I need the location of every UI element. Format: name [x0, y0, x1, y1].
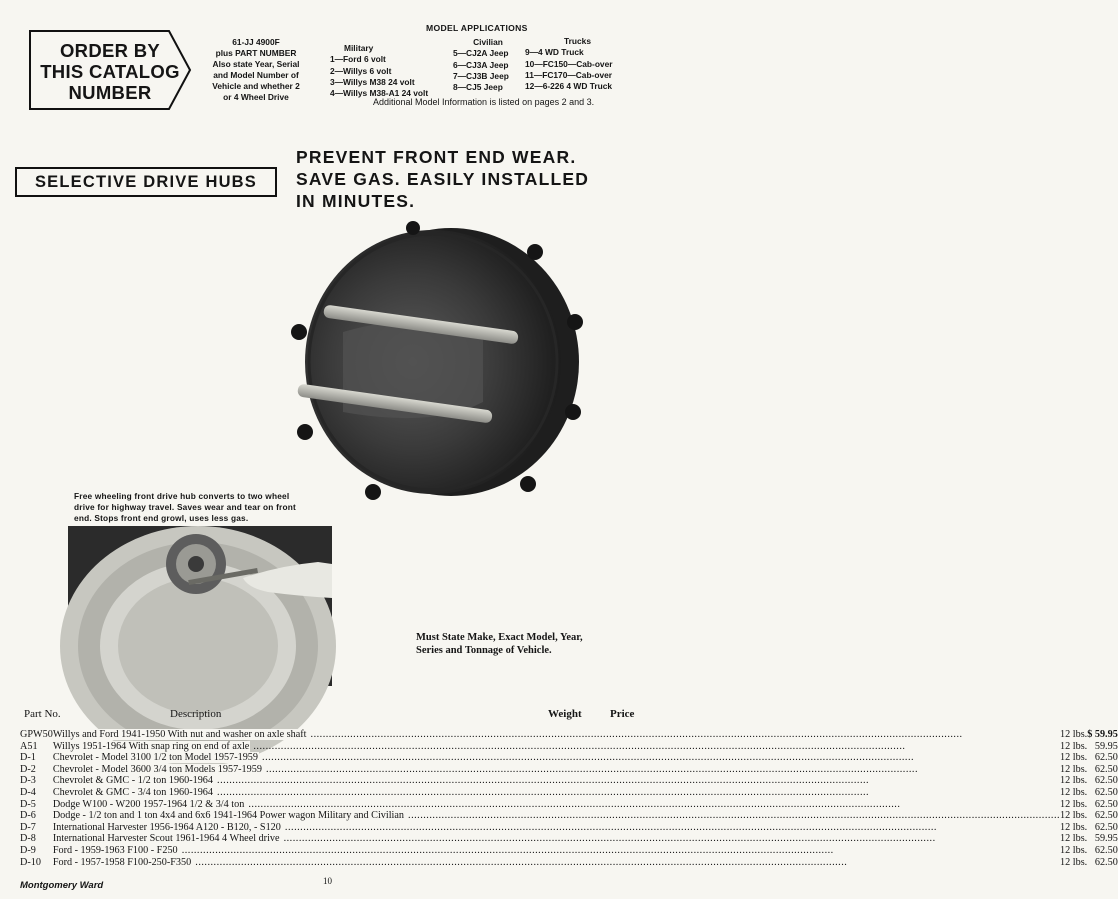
trucks-column: [525, 36, 630, 92]
part-number: D-1: [20, 752, 36, 764]
part-info-line: and Model Number of: [213, 70, 299, 80]
part-info-line: Vehicle and whether 2: [212, 81, 300, 91]
part-price: 62.50: [1094, 775, 1118, 787]
part-number: D-2: [20, 763, 36, 775]
table-row: [20, 752, 1118, 764]
table-row: [20, 729, 1118, 741]
part-price: 62.50: [1094, 810, 1118, 822]
caption-line: Free wheeling front drive hub converts to two wheel: [74, 491, 290, 501]
additional-model-info: Additional Model Information is listed on pages 2 and 3.: [373, 97, 595, 107]
part-number: D-6: [20, 810, 36, 822]
must-state-note: [416, 631, 626, 657]
military-item: 2—Willys 6 volt: [330, 65, 392, 76]
part-number: D-7: [20, 821, 36, 833]
order-line-1: ORDER BY: [59, 40, 161, 61]
table-row: [20, 810, 1118, 822]
section-title: SELECTIVE DRIVE HUBS: [15, 167, 277, 197]
part-info-line: or 4 Wheel Drive: [223, 92, 289, 102]
part-number: D-4: [20, 786, 36, 798]
model-applications-title: MODEL APPLICATIONS: [426, 23, 528, 33]
part-description: Dodge - 1/2 ton and 1 ton 4x4 and 6x6 1941-1964 Power wagon Military and Civilian: [52, 810, 404, 822]
headline: [296, 146, 636, 212]
hub-caption: [74, 491, 342, 524]
part-number: D-5: [20, 798, 36, 810]
table-row: [20, 741, 1118, 753]
part-number: D-3: [20, 775, 36, 787]
military-heading: Military: [344, 43, 374, 53]
part-description: Chevrolet & GMC - 1/2 ton 1960-1964: [52, 775, 213, 787]
part-description: Dodge W100 - W200 1957-1964 1/2 & 3/4 ton: [52, 798, 245, 810]
table-row: [20, 845, 1118, 857]
part-number: GPW50: [20, 729, 53, 740]
part-price: 62.50: [1094, 821, 1118, 833]
part-price: $ 59.95: [1087, 729, 1118, 740]
part-weight: 12 lbs.: [1060, 740, 1088, 752]
header-part-no: Part No.: [24, 708, 61, 720]
military-item: 3—Willys M38 24 volt: [330, 76, 415, 87]
civilian-column: [453, 37, 523, 93]
part-number: D-10: [20, 856, 41, 868]
table-row: [20, 833, 1118, 845]
wheel-installation-photo: [68, 526, 332, 686]
part-number: D-8: [20, 833, 36, 845]
part-weight: 12 lbs.: [1060, 752, 1088, 764]
part-weight: 12 lbs.: [1060, 729, 1088, 740]
trucks-item: 11—FC170—Cab-over: [525, 69, 613, 80]
part-description: Ford - 1959-1963 F100 - F250: [52, 844, 178, 856]
part-price: 62.50: [1094, 752, 1118, 764]
civilian-item: 8—CJ5 Jeep: [453, 82, 503, 93]
part-weight: 12 lbs.: [1060, 798, 1088, 810]
header-description: Description: [170, 708, 222, 720]
trucks-item: 12—6-226 4 WD Truck: [525, 81, 613, 92]
table-row: [20, 787, 1118, 799]
part-price: 62.50: [1094, 798, 1118, 810]
trucks-item: 9—4 WD Truck: [525, 47, 584, 58]
table-row: [20, 822, 1118, 834]
part-description: Willys 1951-1964 With snap ring on end of axle: [52, 740, 250, 752]
part-price: 62.50: [1094, 856, 1118, 868]
must-state-line: Series and Tonnage of Vehicle.: [416, 645, 552, 656]
caption-line: drive for highway travel. Saves wear and tear on front: [74, 502, 296, 512]
part-weight: 12 lbs.: [1060, 856, 1088, 868]
part-description: Chevrolet - Model 3100 1/2 ton Model 1957-1959: [52, 752, 258, 764]
military-item: 4—Willys M38-A1 24 volt: [330, 88, 429, 99]
part-weight: 12 lbs.: [1060, 810, 1088, 822]
part-price: 59.95: [1094, 833, 1118, 845]
part-description: Chevrolet & GMC - 3/4 ton 1960-1964: [52, 786, 213, 798]
table-row: [20, 799, 1118, 811]
trucks-item: 10—FC150—Cab-over: [525, 58, 613, 69]
part-price: 59.95: [1094, 740, 1118, 752]
parts-table: [20, 729, 1118, 868]
table-row: [20, 857, 1118, 869]
part-weight: 12 lbs.: [1060, 821, 1088, 833]
part-info-line: Also state Year, Serial: [212, 59, 300, 69]
part-description: Chevrolet - Model 3600 3/4 ton Models 1957-1959: [52, 763, 262, 775]
part-weight: 12 lbs.: [1060, 844, 1088, 856]
civilian-item: 5—CJ2A Jeep: [453, 48, 509, 59]
part-price: 62.50: [1094, 786, 1118, 798]
order-line-2: THIS CATALOG: [40, 61, 180, 82]
part-weight: 12 lbs.: [1060, 775, 1088, 787]
brand-footer: Montgomery Ward: [20, 880, 104, 891]
part-number: A51: [20, 740, 38, 752]
part-description: Willys and Ford 1941-1950 With nut and washer on axle shaft: [52, 729, 307, 740]
part-number: D-9: [20, 844, 36, 856]
civilian-item: 6—CJ3A Jeep: [453, 59, 509, 70]
page-number: 10: [323, 876, 332, 886]
header-weight: Weight: [548, 708, 582, 720]
part-description: International Harvester 1956-1964 A120 - B120, - S120: [52, 821, 281, 833]
drive-hub-photo: [283, 222, 583, 500]
order-line-3: NUMBER: [68, 82, 152, 103]
part-weight: 12 lbs.: [1060, 833, 1088, 845]
headline-line-3: IN MINUTES.: [296, 191, 416, 211]
military-item: 1—Ford 6 volt: [330, 54, 386, 65]
part-info-line: 61-JJ 4900F: [232, 37, 280, 47]
headline-line-2: SAVE GAS. EASILY INSTALLED: [296, 169, 590, 189]
table-row: [20, 775, 1118, 787]
military-column: [330, 43, 438, 99]
civilian-item: 7—CJ3B Jeep: [453, 70, 509, 81]
trucks-heading: Trucks: [563, 36, 591, 46]
order-by-catalog-box: [28, 29, 192, 111]
part-weight: 12 lbs.: [1060, 763, 1088, 775]
part-price: 62.50: [1094, 844, 1118, 856]
part-price: 62.50: [1094, 763, 1118, 775]
table-row: [20, 764, 1118, 776]
caption-line: end. Stops front end growl, uses less gas.: [74, 513, 249, 523]
must-state-line: Must State Make, Exact Model, Year,: [416, 632, 583, 643]
header-price: Price: [610, 708, 635, 720]
part-weight: 12 lbs.: [1060, 786, 1088, 798]
civilian-heading: Civilian: [473, 37, 503, 47]
headline-line-1: PREVENT FRONT END WEAR.: [296, 147, 577, 167]
part-number-info: [196, 37, 316, 103]
part-description: Ford - 1957-1958 F100-250-F350: [52, 856, 192, 868]
part-info-line: plus PART NUMBER: [215, 48, 297, 58]
part-description: International Harvester Scout 1961-1964 4 Wheel drive: [52, 833, 280, 845]
